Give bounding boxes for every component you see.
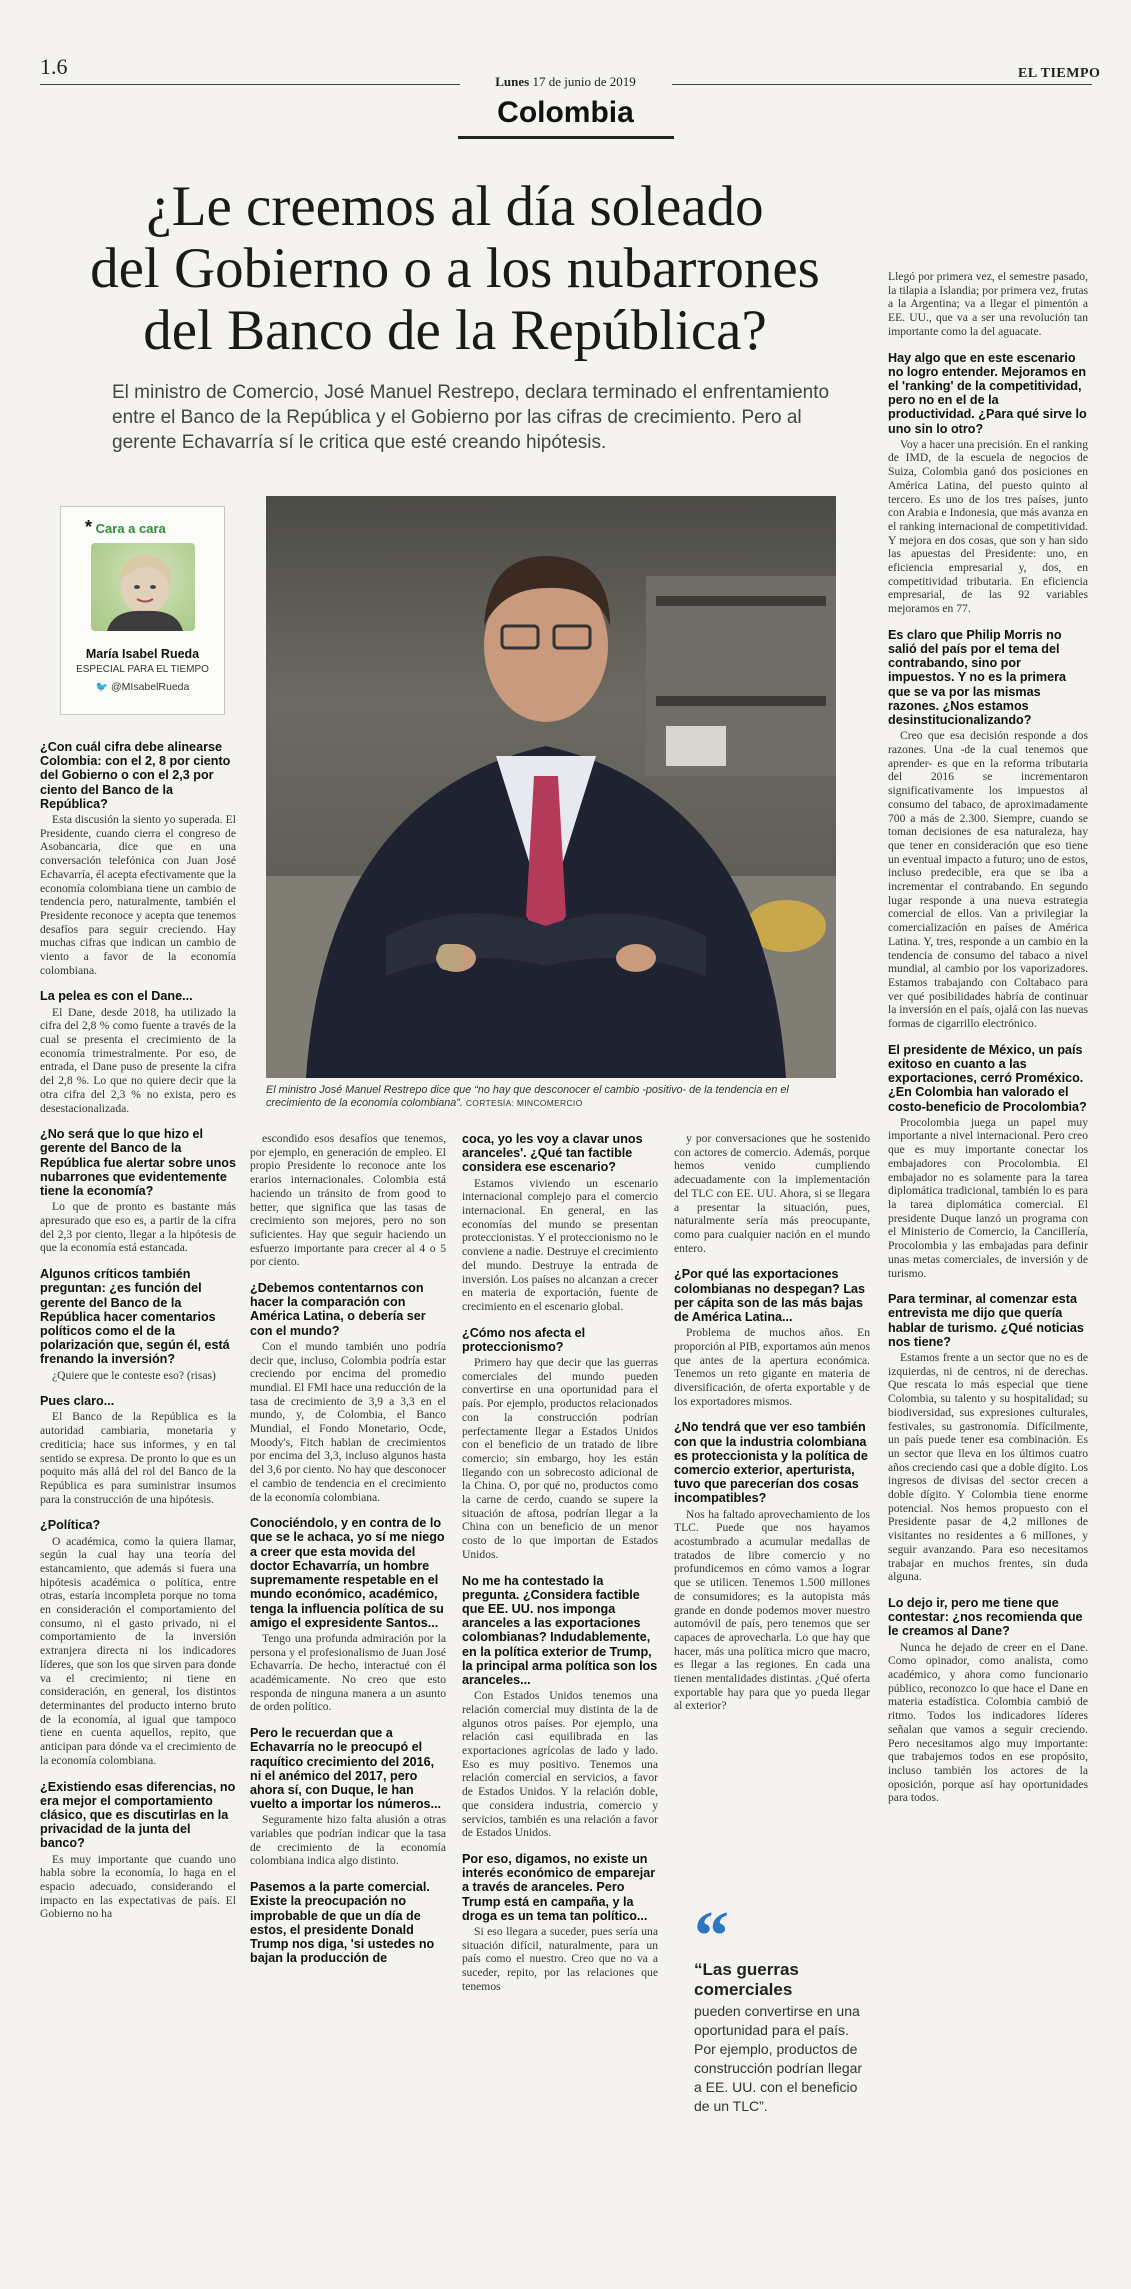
interview-question: ¿Política?	[40, 1518, 101, 1533]
answer-paragraph: y por conversaciones que he sostenido con actores de comercio. Además, porque hemos venido cumpliendo adecuadamente con la implementación del TLC con EE. UU. Ahora, si se llegara a presentar la situación, pues, naturalmente sería más preocupante, como para cualquier nación en el mundo entero.	[674, 1132, 870, 1255]
answer-paragraph: Si eso llegara a suceder, pues sería una situación difícil, naturalmente, para un país como el nuestro. Creo que no va a suceder, repito, por las relaciones que tenemos	[462, 1924, 658, 1993]
date-rest: 17 de junio de 2019	[532, 74, 636, 89]
interview-question: Es claro que Philip Morris no salió del país por el tema del contrabando, sino por impuestos. Y no es la primera que se va por las mismas razones. ¿Nos estamos desinstitucionalizando?	[888, 627, 1067, 728]
answer-paragraph: Lo que de pronto es bastante más apresurado que eso es, a partir de la cifra del 2,3 por ciento, llegar a la hipótesis de que la economía está estancada.	[40, 1200, 236, 1255]
quote-mark-icon: “	[694, 1898, 729, 1975]
author-name: María Isabel Rueda	[85, 647, 200, 661]
interview-question: Por eso, digamos, no existe un interés económico de emparejar a través de aranceles. Pero Trump está en campaña, y la droga es un tema tan político...	[462, 1851, 656, 1923]
answer-paragraph: Voy a hacer una precisión. En el ranking de IMD, de la escuela de negocios de Suiza, Colombia ganó dos posiciones en América Latina, del puesto quinto al tercero. Es uno de los tres países, junto con Arabia e Indonesia, que más avanza en el ranking internacional de competitividad. Y mejora en dos cosas, que son y han sido las apuestas del Presidente: uno, en eficiencia empresarial y, dos, en competitividad tributaria. En eficiencia empresarial, de las 92 variables mejoramos en 77.	[888, 437, 1088, 616]
headline-line-3: del Banco de la República?	[143, 299, 767, 362]
brand-logo: EL TIEMPO	[1018, 66, 1101, 81]
interview-question: ¿Cómo nos afecta el proteccionismo?	[462, 1325, 586, 1354]
photo-caption	[266, 1084, 836, 1110]
headline-line-1: ¿Le creemos al día soleado	[146, 175, 764, 238]
issue-date	[0, 74, 1131, 90]
interview-question: Algunos críticos también preguntan: ¿es función del gerente del Banco de la República hacer comentarios políticos como el de la polarización que, según él, está frenando la inversión?	[40, 1267, 230, 1367]
answer-paragraph: ¿Quiere que le conteste eso? (risas)	[52, 1368, 216, 1382]
interview-question: Hay algo que en este escenario no logro entender. Mejoramos en el 'ranking' de la competitividad, pero no en el de la productividad. ¿Para qué sirve lo uno sin lo otro?	[888, 350, 1087, 436]
interview-question: No me ha contestado la pregunta. ¿Considera factible que EE. UU. nos imponga aranceles a las exportaciones colombianas? Indudablemente, en la política exterior de Trump, la principal arma política son los aranceles...	[462, 1573, 658, 1688]
interview-question: ¿Por qué las exportaciones colombianas no despegan? Las per cápita son de las más bajas de América Latina...	[674, 1267, 866, 1324]
twitter-icon: 🐦	[95, 682, 109, 693]
author-portrait	[91, 543, 195, 631]
answer-paragraph: escondido esos desafíos que tenemos, por ejemplo, en generación de empleo. El propio Presidente lo reconoce ante los erarios internacionales. Colombia está haciendo un tránsito de from good to better, que significa que las tasas de crecimiento son mejores, pero no son suficientes. Hay que seguir haciendo un esfuerzo importante para crecer al 4 o 5 por ciento.	[250, 1132, 446, 1269]
pull-quote	[694, 1898, 870, 2116]
answer-paragraph: Es muy importante que cuando uno habla sobre la economía, lo haga en el espacio adecuado, considerando el impacto en las expectativas de país. El Gobierno no ha	[40, 1852, 236, 1921]
interview-question: ¿Debemos contentarnos con hacer la comparación con América Latina, o debería ser con el mundo?	[250, 1281, 426, 1338]
minister-portrait-illustration	[266, 496, 836, 1078]
answer-paragraph: El Dane, desde 2018, ha utilizado la cifra del 2,8 % como fuente a través de la cual se presenta el crecimiento de la economía trimestralmente. Por eso, de entrada, el Dane puso de presente la cifra del 2,8 %. Lo que no quiere decir que la otra cifra del 2,3 % no exista, pero es desestacionalizada.	[40, 1005, 236, 1115]
interview-question: Para terminar, al comenzar esta entrevista me dijo que quería hablar de turismo. ¿Qué noticias nos tiene?	[888, 1292, 1084, 1349]
answer-paragraph: Con el mundo también uno podría decir que, incluso, Colombia podría estar creciendo por encima del promedio mundial. El FMI hace una reducción de la tasa de crecimiento de 3,9 a 3,3 en el mundo, y, de Colombia, el Banco Mundial, el Fondo Monetario, Ocde, Moody's, Fitch hablan de crecimientos por encima del 3,3, incluso algunos hasta del 3,6 por ciento. No hay que desconocer el cambio de tendencia en el crecimiento de la economía colombiana.	[250, 1339, 446, 1504]
column-5	[888, 270, 1088, 1805]
author-handle-row	[61, 681, 224, 693]
section-title: Colombia	[497, 96, 634, 129]
quote-body: pueden convertirse en una oportunidad para el país. Por ejemplo, productos de construcción podrían llegar a EE. UU. con el beneficio de un TLC”.	[694, 2003, 863, 2114]
interview-question: Pues claro...	[40, 1394, 115, 1409]
page-number: 1.6	[40, 54, 68, 79]
interview-question: Pero le recuerdan que a Echavarría no le preocupó el raquítico crecimiento del 2016, ni el anémico del 2017, pero ahora sí, con Duque, le han vuelto a importar los números...	[250, 1726, 442, 1812]
interview-question: El presidente de México, un país exitoso en cuanto a las exportaciones, cerró Proméxico. ¿En Colombia han valorado el costo-beneficio de Procolombia?	[888, 1042, 1087, 1114]
byline-box	[60, 506, 225, 715]
photo-credit: CORTESÍA: MINCOMERCIO	[465, 1098, 583, 1108]
author-role: ESPECIAL PARA EL TIEMPO	[76, 664, 209, 675]
interview-question: ¿No tendrá que ver eso también con que la industria colombiana es proteccionista y la política de comercio exterior, aperturista, tuvo que parecerían dos cosas incompatibles?	[674, 1420, 868, 1506]
answer-paragraph: O académica, como la quiera llamar, según la cual hay una teoría del estancamiento, que además si fuera una hipótesis académica o política, entre otras, estaría incompleta porque no toma en consideración el comportamiento del consumo, ni el gasto privado, ni el comportamiento de la inversión extranjera directa ni los indicadores líderes, que son los que sirven para donde va el crecimiento; ni tiene en consideración, en general, los distintos determinantes del producto interno bruto de la economía, al igual que tampoco tiene en cuenta aquellos, repito, que anticipan para dónde va el crecimiento de la economía colombiana.	[40, 1534, 236, 1767]
byline-tag	[85, 517, 166, 538]
author-handle: @MIsabelRueda	[111, 681, 190, 693]
interview-question: coca, yo les voy a clavar unos aranceles'. ¿Qué tan factible considera ese escenario?	[462, 1132, 643, 1175]
answer-paragraph: Primero hay que decir que las guerras comerciales del mundo pueden convertirse en una oportunidad para el país. Por ejemplo, productos relacionados con la construcción podrían perfectamente llegar a Estados Unidos con el beneficio de un tratado de libre comercio; sin embargo, hoy les están llegando con un sobrecosto adicional de la China. O, por qué no, productos como la carne de cerdo, cuando se supere la situación de aftosa, podrían llegar a la China con un beneficio de un menor costo de lo que importan de Estados Unidos.	[462, 1356, 658, 1561]
answer-paragraph: Seguramente hizo falta alusión a otras variables que podrían indicar que la tasa de crecimiento de la economía colombiana indica algo distinto.	[250, 1813, 446, 1868]
interview-question: Pasemos a la parte comercial. Existe la preocupación no improbable de que un día de estos, el presidente Donald Trump nos diga, 'si ustedes no bajan la producción de	[250, 1880, 435, 1966]
answer-paragraph: Llegó por primera vez, el semestre pasado, la tilapia a Islandia; por primera vez, frutas a la Argentina; va a llegar el pimentón a EE. UU., que va a ser una revolución tan importante como la del aguacate.	[888, 270, 1088, 338]
answer-paragraph: Problema de muchos años. En proporción al PIB, exportamos aún menos que antes de la apertura económica. Tenemos un reto gigante en materia de diversificación, de oferta exportable y de los exportadores mismos.	[674, 1326, 870, 1408]
date-day: Lunes	[495, 74, 530, 89]
interview-question: La pelea es con el Dane...	[40, 989, 193, 1004]
column-2	[250, 1132, 446, 1967]
headline-line-2: del Gobierno o a los nubarrones	[90, 237, 820, 300]
answer-paragraph: Estamos viviendo un escenario internacional complejo para el comercio internacional. En general, en las economías del mundo se presentan proteccionistas. Y el proteccionismo no le conviene a nadie. Destruye el crecimiento del mundo. Destruye la entrada de inversión. Los países no alcanzan a crecer en materia de exportación, fuente de crecimiento en el escenario global.	[462, 1176, 658, 1313]
interview-question: ¿Con cuál cifra debe alinearse Colombia: con el 2, 8 por ciento del Gobierno o con el 2,3 por ciento del Banco de la República?	[40, 740, 231, 811]
interview-question: ¿Existiendo esas diferencias, no era mejor el comportamiento clásico, que es discutirlas en la privacidad de la junta del banco?	[40, 1779, 236, 1851]
main-photo	[266, 496, 836, 1078]
headline	[40, 176, 870, 362]
answer-paragraph: Esta discusión la siento yo superada. El Presidente, cuando cierra el congreso de Asobancaria, dice que en una conversación telefónica con Juan José Echavarría, él acepta efectivamente que la economía colombiana tiene un cambio de tendencia pero, naturalmente, también el Presidente reconoce y acepta que tenemos desafíos para seguir creciendo. Hay muchas cifras que indican un cambio de viento a favor de la economía colombiana.	[40, 813, 236, 977]
answer-paragraph: Nos ha faltado aprovechamiento de los TLC. Puede que nos hayamos acostumbrado a acumular medallas de tratados de libre comercio y no profundicemos en cómo vamos a lograr que se utilicen. Tenemos 1.500 millones de consumidores; es la autopista más grande en donde podemos mover nuestro automóvil de país, pero tenemos que ser capaces de aprovecharla. Lo que hay que hacer, más una política micro que macro, es llegar a las regiones. En cada una tienen mentalidades distintas. ¿Qué oferta exportable hay para que yo pueda llegar al exterior?	[674, 1507, 870, 1713]
author-portrait-illustration	[91, 543, 195, 631]
interview-question: ¿No será que lo que hizo el gerente del Banco de la República fue alertar sobre unos nubarrones que evidentemente tiene la economía?	[40, 1127, 236, 1199]
answer-paragraph: Nunca he dejado de creer en el Dane. Como opinador, como analista, como académico, y ahora como funcionario público, reconozco lo que hace el Dane en materia estadística. Colombia cambió de ritmo. Todos los indicadores líderes señalan que vamos a seguir creciendo. Pero necesitamos algo muy importante: que trabajemos todos en ese propósito, incluso también los actores de la oposición, porque así hay oportunidades para todos.	[888, 1640, 1088, 1805]
answer-paragraph: El Banco de la República es la autoridad cambiaria, monetaria y crediticia; hace sus informes, y en tal sentido se expresa. De pronto lo que es un poquito más allá del rol del Banco de la República es para suministrar insumos para la construcción de una hipótesis.	[40, 1410, 236, 1506]
answer-paragraph: Con Estados Unidos tenemos una relación comercial muy distinta de la de algunos otros países. Por ejemplo, una relación casi equilibrada en las exportaciones agrícolas de lado y lado. Eso es muy positivo. Tenemos una relación comercial en servicios, a favor de Estados Unidos. Y la relación doble, que considera industria, comercio y servicios, también es una relación a favor de Estados Unidos.	[462, 1689, 658, 1840]
answer-paragraph: Tengo una profunda admiración por la persona y el profesionalismo de Juan José Echavarría. De hecho, interactué con él académicamente. No creo que esto responda de ninguna manera a un asunto de orden político.	[250, 1631, 446, 1714]
answer-paragraph: Creo que esa decisión responde a dos razones. Una -de la cual tenemos que aprender- es que en la reforma tributaria del 2016 se incrementaron significativamente los impuestos al consumo del tabaco, de aproximadamente 700 a más de 2.300. Siempre, cuando se toman decisiones de esa naturaleza, hay que tener en consideración que eso tiene un eventual impacto a futuro; uno de estos, incluso predecible, era que se iba a incrementar el contrabando. En segundo lugar responde a una nueva estrategia comercial de ellos. Van a privilegiar la comercialización en países de América Latina. Y, tres, responde a un cambio en la tendencia de consumo del tabaco a nivel mundial, al cambio por los vaporizadores. Estamos trabajando con Coltabaco para ver qué posibilidades habría de continuar la inversión en el país, ojalá con las nuevas formas de cigarrillo electrónico.	[888, 729, 1088, 1031]
answer-paragraph: Estamos frente a un sector que no es de izquierdas, ni de centros, ni de derechas. Que rescata lo más especial que tiene Colombia, su talento y su hospitalidad; su biodiversidad, sus expresiones culturales, festivales, su gastronomía. Difícilmente, un país puede tener esa combinación. Es un sector que lleva en los últimos cuatro años creciendo casi que a doble dígito. Los ingresos de divisas del sector crecen a doble dígito. Y Colombia tiene enorme potencial. Nos hemos propuesto con el Presidente pasar de 4,2 millones de visitantes no residentes a 6 millones, y seguir avanzando. Para eso necesitamos trabajar en muchos frentes, sin duda alguna.	[888, 1351, 1088, 1584]
header-rule-right	[672, 84, 1092, 85]
star-icon: *	[85, 517, 93, 537]
byline-tag-label: Cara a cara	[95, 521, 166, 536]
answer-paragraph: Procolombia juega un papel muy importante a nivel internacional. Pero creo que es muy importante conectar los embajadores con Procolombia. El embajador no es solamente para la tarea diplomática tradicional, también lo es para la tarea diplomática comercial. El presidente Duque lanzó un programa con el Ministerio de Comercio, la Cancillería, Procolombia y las embajadas para definir unas metas comerciales, de inversión y de turismo.	[888, 1115, 1088, 1280]
interview-question: Lo dejo ir, pero me tiene que contestar: ¿nos recomienda que le creamos al Dane?	[888, 1595, 1083, 1639]
photo-caption-text: El ministro José Manuel Restrepo dice que “no hay que desconocer el cambio -positivo- de la tendencia en el crecimiento de la economía colombiana”.	[266, 1084, 789, 1109]
section-rule	[458, 136, 674, 139]
column-4	[674, 1132, 870, 1713]
lead-paragraph: El ministro de Comercio, José Manuel Restrepo, declara terminado el enfrentamiento entre el Banco de la República y el Gobierno por las cifras de crecimiento. Pero al gerente Echavarría sí le critica que esté creando hipótesis.	[112, 382, 830, 453]
column-1	[40, 740, 236, 1921]
column-3	[462, 1132, 658, 1993]
interview-question: Conociéndolo, y en contra de lo que se le achaca, yo sí me niego a creer que esta movida del doctor Echavarría, un hombre supremamente respetable en el mundo económico, académico, tenga la influencia política de su amigo el expresidente Santos...	[250, 1516, 445, 1630]
quote-bold: “Las guerras comerciales	[694, 1960, 799, 1999]
